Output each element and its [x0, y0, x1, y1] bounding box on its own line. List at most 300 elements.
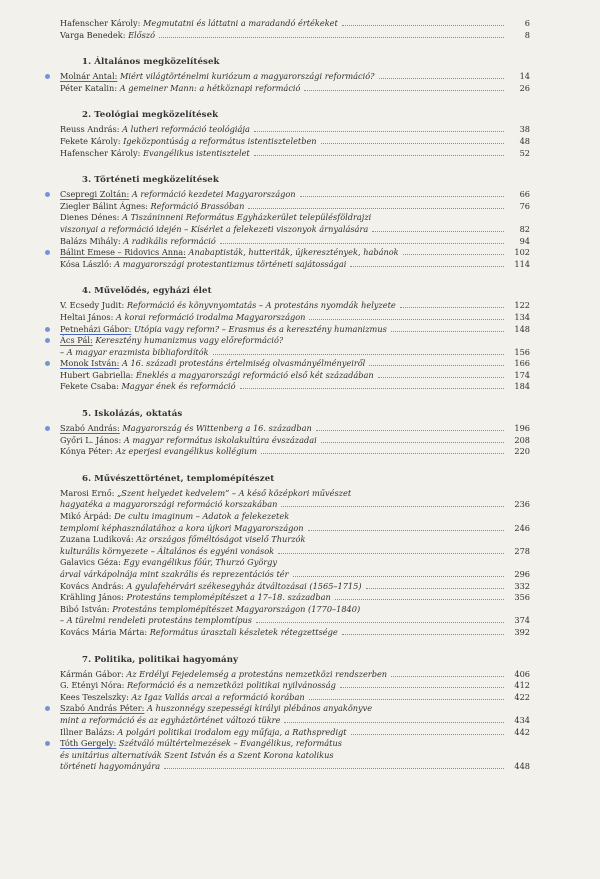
- toc-entry-line: [60, 358, 530, 370]
- dot-leader: [342, 634, 504, 635]
- entry-page-number: 434: [514, 714, 530, 725]
- toc-entry[interactable]: [60, 212, 530, 235]
- entry-author: Petneházi Gábor:: [60, 323, 132, 334]
- toc-entry[interactable]: [60, 557, 530, 580]
- toc-entry-line: [60, 247, 530, 259]
- entry-author: Kees Teszelszky:: [60, 691, 129, 702]
- toc-entry-text: [60, 201, 244, 213]
- toc-entry-line: [60, 212, 530, 224]
- entry-page-number: 220: [514, 446, 530, 457]
- toc-entry-line: [60, 604, 530, 616]
- entry-page-number: 278: [514, 545, 530, 556]
- dot-leader: [340, 687, 504, 688]
- entry-page-number: 184: [514, 381, 530, 392]
- entry-title-continued: viszonyai a reformáció idején – Kísérlet a felekezeti viszonyok árnyalására: [60, 223, 369, 234]
- toc-entry-line: [60, 335, 530, 347]
- dot-leader: [316, 430, 504, 431]
- toc-entry-line: [60, 761, 530, 773]
- dot-leader: [240, 388, 504, 389]
- dot-leader: [220, 243, 504, 244]
- dot-leader: [300, 196, 504, 197]
- entry-page-number: 246: [514, 522, 530, 533]
- entry-author: Ziegler Bálint Ágnes:: [60, 200, 148, 211]
- entry-title: Az Erdélyi Fejedelemség a protestáns nemzetközi rendszerben: [126, 668, 388, 679]
- toc-entry[interactable]: [60, 18, 530, 30]
- entry-author: Bálint Emese – Ridovics Anna:: [60, 247, 186, 258]
- toc-entry-line: [60, 347, 530, 359]
- margin-mark-dot: [45, 361, 50, 366]
- dot-leader: [366, 588, 504, 589]
- entry-title: Reformáció és a nemzetközi politikai nyilvánosság: [126, 680, 336, 691]
- entry-page-number: 174: [514, 369, 530, 380]
- entry-page-number: 374: [514, 615, 530, 626]
- toc-entry-line: [60, 312, 530, 324]
- toc-entry[interactable]: [60, 511, 530, 534]
- entry-page-number: 422: [514, 691, 530, 702]
- entry-title: Anabaptisták, hutteriták, újkeresztények, habánok: [188, 247, 399, 258]
- toc-entry[interactable]: [60, 236, 530, 248]
- entry-page-number: 356: [514, 592, 530, 603]
- toc-entry-text: [60, 435, 317, 447]
- margin-mark-dot: [45, 338, 50, 343]
- entry-page-number: 134: [514, 311, 530, 322]
- toc-section: [60, 57, 530, 94]
- toc-entry-line: [60, 738, 530, 750]
- toc-entry[interactable]: [60, 581, 530, 593]
- dot-leader: [350, 266, 504, 267]
- dot-leader: [379, 78, 504, 79]
- entry-title: Keresztény humanizmus vagy előreformáció?: [95, 335, 284, 346]
- entry-page-number: 14: [519, 71, 530, 82]
- toc-section: [60, 286, 530, 393]
- toc-entry-line: [60, 381, 530, 393]
- toc-entry-text: [60, 534, 305, 546]
- toc-entry-line: [60, 557, 530, 569]
- toc-entry-line: [60, 627, 530, 639]
- toc-entry[interactable]: [60, 592, 530, 604]
- entry-title: Egy evangélikus főúr, Thurzó György: [123, 557, 278, 568]
- toc-entry-line: [60, 300, 530, 312]
- toc-entry-line: [60, 581, 530, 593]
- entry-title: Protestáns templomépítészet Magyarországon (1770–1840): [112, 603, 361, 614]
- toc-section: [60, 110, 530, 159]
- entry-author: Ács Pál:: [60, 335, 93, 346]
- entry-title-continued: árval várkápolnája mint szakrális és reprezentációs tér: [60, 569, 289, 579]
- entry-title: Utópia vagy reform? – Erasmus és a keresztény humanizmus: [133, 323, 387, 334]
- dot-leader: [254, 131, 504, 132]
- toc-entry-line: [60, 236, 530, 248]
- dot-leader: [403, 254, 504, 255]
- entry-page-number: 236: [514, 499, 530, 510]
- entry-page-number: 148: [514, 323, 530, 334]
- toc-section: [60, 474, 530, 639]
- entry-page-number: 38: [519, 124, 530, 135]
- entry-title: Evangélikus istentisztelet: [143, 147, 250, 158]
- entry-author: Reuss András:: [60, 124, 120, 135]
- toc-entry-line: [60, 423, 530, 435]
- entry-title: A radikális reformáció: [123, 235, 216, 246]
- entry-author: Marosi Ernő:: [60, 487, 115, 498]
- entry-author: Monok István:: [60, 358, 120, 369]
- entry-page-number: 412: [514, 680, 530, 691]
- entry-page-number: 48: [519, 135, 530, 146]
- toc-entry-text: [60, 335, 283, 347]
- entry-author: Zuzana Ludiková:: [60, 534, 134, 545]
- section-heading: 6. Művészettörténet, templomépítészet: [82, 473, 275, 484]
- toc-entry-text: [60, 557, 277, 569]
- entry-title: Az eperjesi evangélikus kollégium: [115, 446, 257, 457]
- toc-entry-text: [60, 300, 396, 312]
- toc-entry-line: [60, 30, 530, 42]
- toc-entry-text: [60, 212, 371, 224]
- entry-page-number: 332: [514, 580, 530, 591]
- entry-title: A reformáció kezdetei Magyarországon: [131, 189, 296, 200]
- toc-entry[interactable]: [60, 247, 530, 259]
- toc-entry-line: [60, 680, 530, 692]
- entry-title: A huszonnégy szepességi királyi plébános anyakönyve: [147, 703, 373, 714]
- section-heading: 5. Iskolázás, oktatás: [82, 409, 183, 420]
- dot-leader: [248, 208, 504, 209]
- section-heading: 1. Általános megközelítések: [82, 57, 220, 68]
- section-heading: 4. Művelődés, egyházi élet: [82, 286, 212, 297]
- dot-leader: [293, 576, 505, 577]
- entry-author: Hafenscher Károly:: [60, 147, 141, 158]
- entry-page-number: 76: [519, 200, 530, 211]
- toc-entry-text: [60, 148, 250, 160]
- entry-title-continued: – A türelmi rendeleti protestáns templomtípus: [60, 615, 252, 626]
- toc-entry-text: [60, 124, 250, 136]
- entry-page-number: 296: [514, 569, 530, 579]
- entry-title: Református úrasztali készletek rétegzettsége: [149, 626, 338, 637]
- toc-entry[interactable]: [60, 627, 530, 639]
- dot-leader: [254, 155, 504, 156]
- dot-leader: [309, 319, 504, 320]
- toc-entry-text: [60, 236, 216, 248]
- toc-entry-line: [60, 546, 530, 558]
- toc-entry-line: [60, 71, 530, 83]
- entry-title: Reformáció és könyvnyomtatás – A protestáns nyomdák helyzete: [126, 300, 396, 311]
- entry-page-number: 66: [519, 189, 530, 200]
- dot-leader: [261, 453, 504, 454]
- entry-author: Kovács András:: [60, 580, 124, 591]
- entry-title-continued: hagyatéka a magyarországi reformáció korszakában: [60, 499, 278, 510]
- toc-entry-text: [60, 381, 236, 393]
- margin-mark-dot: [45, 706, 50, 711]
- toc-section: [60, 175, 530, 270]
- entry-title: A korai reformáció irodalma Magyarországon: [115, 311, 306, 322]
- entry-title-continued: templomi képhasználatához a kora újkori Magyarországon: [60, 522, 304, 533]
- toc-entry-line: [60, 703, 530, 715]
- toc-entry-text: [60, 627, 338, 639]
- toc-entry[interactable]: [60, 83, 530, 95]
- dot-leader: [278, 553, 504, 554]
- entry-author: Fekete Csaba:: [60, 381, 119, 392]
- toc-entry-line: [60, 592, 530, 604]
- toc-entry-line: [60, 435, 530, 447]
- toc-entry-line: [60, 259, 530, 271]
- dot-leader: [391, 331, 504, 332]
- table-of-contents: [60, 18, 530, 773]
- entry-title: Éneklés a magyarországi reformáció első két századában: [135, 369, 374, 380]
- dot-leader: [321, 442, 504, 443]
- entry-author: V. Ecsedy Judit:: [60, 300, 125, 311]
- toc-entry-line: [60, 715, 530, 727]
- toc-entry-line: [60, 324, 530, 336]
- toc-entry-line: [60, 534, 530, 546]
- dot-leader: [309, 699, 504, 700]
- entry-title-continued: mint a reformáció és az egyháztörténet változó tükre: [60, 714, 281, 725]
- toc-entry[interactable]: [60, 423, 530, 435]
- entry-page-number: 122: [514, 300, 530, 311]
- entry-author: Varga Benedek:: [60, 29, 126, 40]
- toc-entry-line: [60, 511, 530, 523]
- margin-mark-dot: [45, 74, 50, 79]
- section-heading: 7. Politika, politikai hagyomány: [82, 654, 239, 665]
- toc-entry-line: [60, 499, 530, 511]
- toc-entry[interactable]: [60, 534, 530, 557]
- toc-entry-line: [60, 446, 530, 458]
- entry-author: Szabó András Péter:: [60, 703, 145, 714]
- entry-title: A gemeiner Mann: a hétköznapi reformáció: [119, 82, 301, 93]
- toc-entry-text: [60, 83, 300, 95]
- section-heading: 2. Teológiai megközelítések: [82, 110, 219, 121]
- toc-entry-text: [60, 488, 351, 500]
- entry-page-number: 208: [514, 434, 530, 445]
- dot-leader: [304, 90, 504, 91]
- entry-title: Magyarország és Wittenberg a 16. században: [122, 423, 312, 434]
- entry-author: Szabó András:: [60, 423, 120, 434]
- toc-entry[interactable]: [60, 381, 530, 393]
- entry-title: Az Igaz Vallás arcai a reformáció korában: [131, 691, 305, 702]
- entry-title-continued: – A magyar erazmista bibliafordítók: [60, 346, 209, 357]
- margin-mark-dot: [45, 250, 50, 255]
- toc-entry[interactable]: [60, 71, 530, 83]
- toc-entry[interactable]: [60, 692, 530, 704]
- toc-entry-line: [60, 692, 530, 704]
- toc-entry-line: [60, 750, 530, 762]
- entry-author: Dienes Dénes:: [60, 212, 120, 223]
- entry-author: Hafenscher Károly:: [60, 18, 141, 28]
- entry-title: Igeközpontúság a református istentiszteletben: [123, 135, 317, 146]
- entry-title: A Tiszáninneni Református Egyházkerület településföldrajzi: [122, 212, 372, 223]
- section-heading: 3. Történeti megközelítések: [82, 175, 219, 186]
- toc-entry-text: [60, 423, 312, 435]
- entry-title-continued: történeti hagyományára: [60, 761, 161, 772]
- toc-entry[interactable]: [60, 358, 530, 370]
- toc-entry-line: [60, 224, 530, 236]
- toc-entry[interactable]: [60, 738, 530, 773]
- entry-author: Péter Katalin:: [60, 82, 118, 93]
- entry-title: De cultu imaginum – Adatok a felekezetek: [114, 511, 290, 522]
- toc-section: [60, 409, 530, 458]
- toc-entry-line: [60, 18, 530, 30]
- intro-section: [60, 18, 530, 41]
- entry-author: Fekete Károly:: [60, 135, 121, 146]
- toc-entry-text: [60, 604, 360, 616]
- entry-page-number: 82: [519, 223, 530, 234]
- toc-entry-text: [60, 511, 289, 523]
- dot-leader: [351, 734, 504, 735]
- entry-page-number: 442: [514, 726, 530, 737]
- entry-author: Kónya Péter:: [60, 446, 114, 457]
- dot-leader: [284, 722, 504, 723]
- entry-title: Reformáció Brassóban: [150, 200, 245, 211]
- toc-entry[interactable]: [60, 30, 530, 42]
- dot-leader: [369, 365, 504, 366]
- toc-entry-text: [60, 324, 387, 336]
- entry-author: Balázs Mihály:: [60, 235, 121, 246]
- toc-entry[interactable]: [60, 727, 530, 739]
- toc-entry[interactable]: [60, 680, 530, 692]
- dot-leader: [159, 37, 504, 38]
- toc-entry-text: [60, 446, 257, 458]
- toc-entry[interactable]: [60, 488, 530, 511]
- entry-author: G. Etényi Nóra:: [60, 680, 125, 691]
- toc-entry[interactable]: [60, 136, 530, 148]
- toc-entry-text: [60, 703, 372, 715]
- dot-leader: [308, 530, 504, 531]
- entry-title: „Szent helyedet kedvelem” – A késő középkori művészet: [117, 487, 352, 498]
- dot-leader: [342, 25, 504, 26]
- entry-page-number: 102: [514, 247, 530, 258]
- entry-author: Galavics Géza:: [60, 557, 121, 568]
- entry-page-number: 156: [514, 346, 530, 357]
- toc-entry[interactable]: [60, 370, 530, 382]
- toc-entry-text: [60, 370, 374, 382]
- entry-page-number: 52: [519, 147, 530, 158]
- toc-entry-text: [60, 669, 387, 681]
- dot-leader: [321, 143, 504, 144]
- entry-author: Molnár Antal:: [60, 71, 118, 82]
- entry-author: Győri L. János:: [60, 434, 122, 445]
- dot-leader: [335, 599, 504, 600]
- entry-author: Krähling János:: [60, 592, 124, 603]
- toc-section: [60, 655, 530, 773]
- margin-mark-dot: [45, 741, 50, 746]
- toc-entry[interactable]: [60, 324, 530, 336]
- toc-entry-text: [60, 259, 346, 271]
- entry-page-number: 196: [514, 423, 530, 434]
- margin-mark-dot: [45, 192, 50, 197]
- toc-entry[interactable]: [60, 604, 530, 627]
- entry-title: Magyar ének és reformáció: [121, 381, 236, 392]
- toc-entry-text: [60, 358, 365, 370]
- toc-entry-line: [60, 83, 530, 95]
- toc-entry[interactable]: [60, 312, 530, 324]
- toc-entry[interactable]: [60, 446, 530, 458]
- dot-leader: [372, 231, 504, 232]
- toc-entry-line: [60, 370, 530, 382]
- entry-page-number: 392: [514, 626, 530, 637]
- entry-title: Az országos főméltóságot viselő Thurzók: [136, 534, 306, 545]
- toc-entry-line: [60, 615, 530, 627]
- toc-entry-line: [60, 488, 530, 500]
- entry-author: Tóth Gergely:: [60, 738, 117, 749]
- entry-title: Miért világtörténelmi kuriózum a magyarországi reformáció?: [119, 71, 375, 82]
- entry-title: Előszó: [128, 29, 156, 40]
- dot-leader: [164, 768, 504, 769]
- entry-title: A magyarországi protestantizmus történeti sajátosságai: [114, 258, 347, 269]
- toc-entry[interactable]: [60, 703, 530, 726]
- entry-page-number: 114: [514, 258, 530, 269]
- entry-title: Szétváló múltértelmezések – Evangélikus, református: [118, 738, 342, 749]
- toc-entry-text: [60, 738, 342, 750]
- entry-author: Kovács Mária Márta:: [60, 626, 148, 637]
- toc-entry-text: [60, 312, 305, 324]
- entry-author: Csepregi Zoltán:: [60, 189, 130, 200]
- toc-entry-line: [60, 669, 530, 681]
- entry-title: Protestáns templomépítészet a 17–18. században: [126, 592, 331, 603]
- entry-author: Bibó István:: [60, 603, 110, 614]
- entry-page-number: 166: [514, 358, 530, 369]
- toc-entry[interactable]: [60, 259, 530, 271]
- entry-page-number: 448: [514, 761, 530, 772]
- dot-leader: [213, 354, 504, 355]
- toc-entry-line: [60, 189, 530, 201]
- dot-leader: [256, 622, 504, 623]
- entry-title-continued: kulturális környezete – Általános és egyéni vonások: [60, 545, 275, 556]
- entry-author: Heltai János:: [60, 311, 114, 322]
- entry-author: Hubert Gabriella:: [60, 369, 134, 380]
- dot-leader: [391, 676, 504, 677]
- entry-title: A gyulafehérvári székesegyház átváltozásai (1565–1715): [126, 580, 362, 591]
- entry-page-number: 8: [524, 29, 530, 40]
- toc-entry-text: [60, 136, 317, 148]
- toc-entry-line: [60, 201, 530, 213]
- toc-entry-line: [60, 727, 530, 739]
- toc-entry[interactable]: [60, 435, 530, 447]
- entry-page-number: 26: [519, 82, 530, 93]
- entry-author: Kármán Gábor:: [60, 668, 124, 679]
- dot-leader: [378, 377, 504, 378]
- entry-title: A lutheri reformáció teológiája: [122, 124, 250, 135]
- entry-page-number: 6: [524, 18, 530, 28]
- toc-entry[interactable]: [60, 669, 530, 681]
- entry-author: Kósa László:: [60, 258, 112, 269]
- toc-entry[interactable]: [60, 189, 530, 201]
- toc-entry-text: [60, 71, 375, 83]
- toc-entry-text: [60, 189, 296, 201]
- toc-entry-text: [60, 680, 336, 692]
- margin-mark-dot: [45, 426, 50, 431]
- toc-entry[interactable]: [60, 148, 530, 160]
- entry-page-number: 94: [519, 235, 530, 246]
- toc-entry-text: [60, 247, 399, 259]
- dot-leader: [281, 506, 504, 507]
- toc-entry-text: [60, 692, 305, 704]
- toc-entry-line: [60, 523, 530, 535]
- entry-author: Mikó Árpád:: [60, 511, 112, 522]
- entry-title-continued: és unitárius alternatívák Szent István és a Szent Korona katolikus: [60, 749, 334, 760]
- entry-title: A polgári politikai irodalom egy műfaja, a Rathspredigt: [117, 726, 347, 737]
- toc-entry[interactable]: [60, 201, 530, 213]
- toc-entry-text: [60, 18, 338, 30]
- toc-entry-line: [60, 148, 530, 160]
- entry-title: A 16. századi protestáns értelmiség olvasmányélményeiről: [121, 358, 366, 369]
- entry-title: Megmutatni és láttatni a maradandó értékeket: [143, 18, 338, 28]
- toc-entry-text: [60, 30, 155, 42]
- toc-entry-text: [60, 727, 347, 739]
- margin-mark-dot: [45, 327, 50, 332]
- toc-entry[interactable]: [60, 335, 530, 358]
- toc-entry[interactable]: [60, 124, 530, 136]
- toc-entry-text: [60, 581, 362, 593]
- toc-entry-line: [60, 124, 530, 136]
- entry-author: Illner Balázs:: [60, 726, 115, 737]
- toc-entry-line: [60, 136, 530, 148]
- toc-entry[interactable]: [60, 300, 530, 312]
- toc-entry-text: [60, 592, 331, 604]
